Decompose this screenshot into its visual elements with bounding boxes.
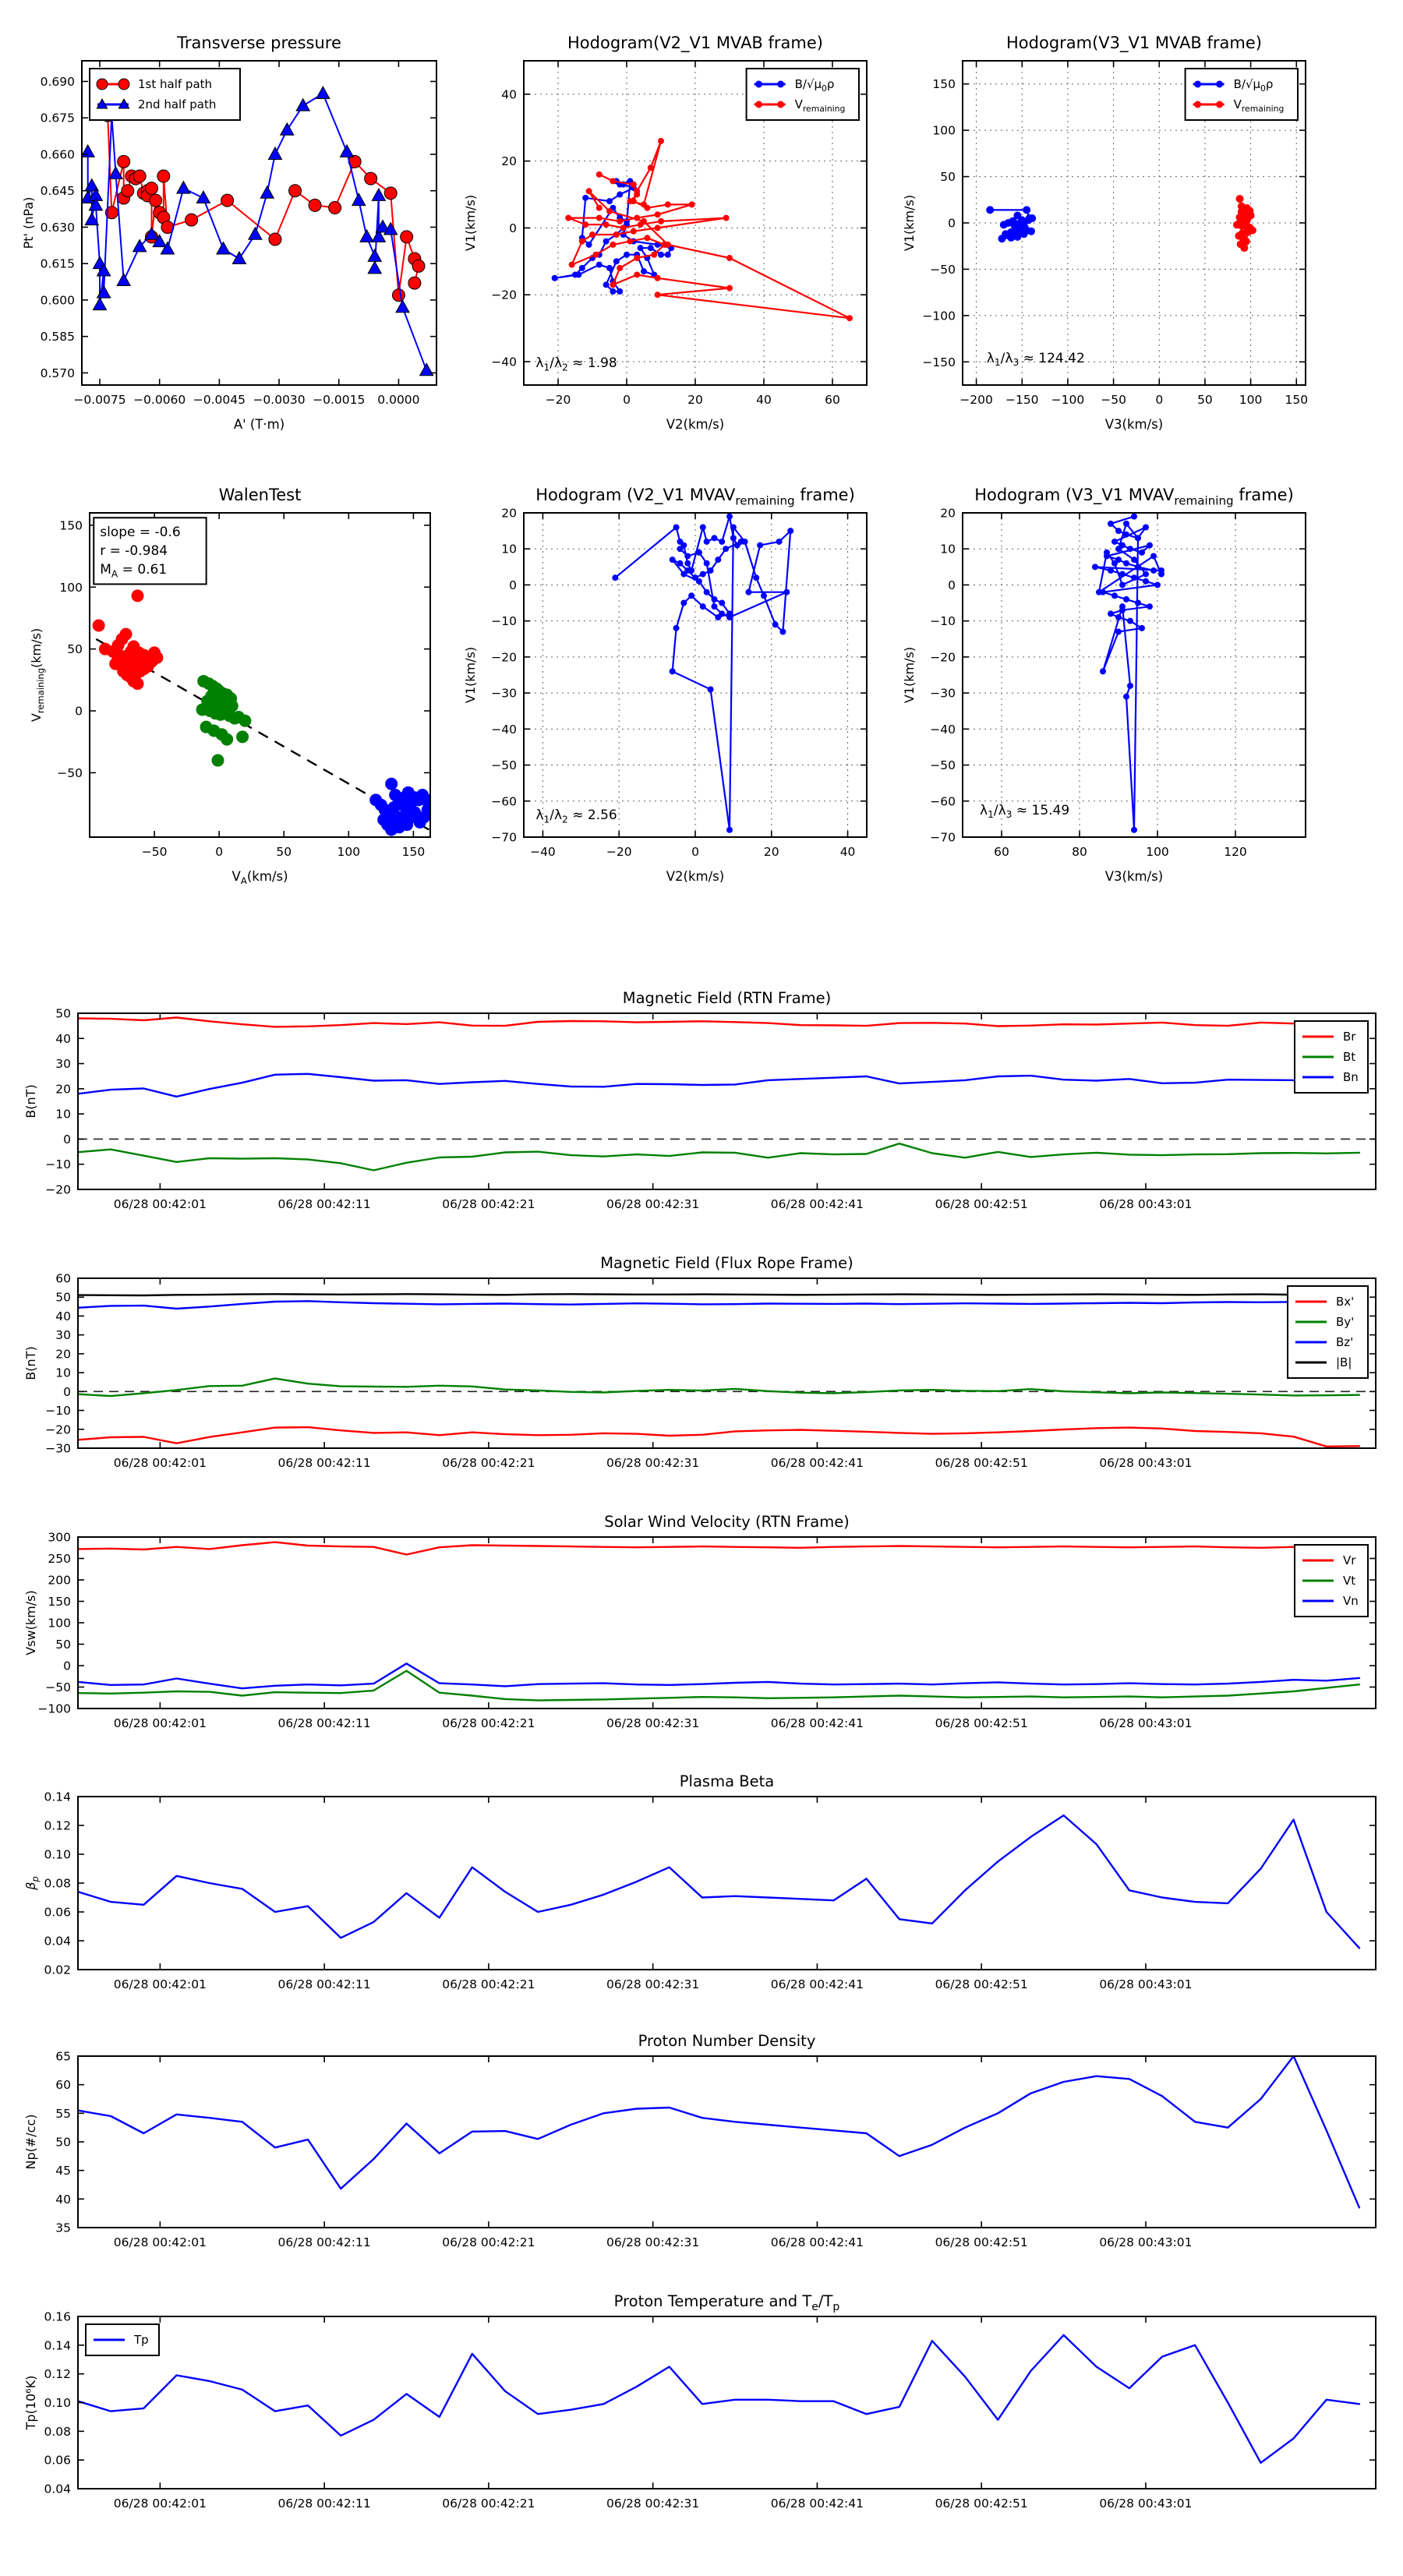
- x-tick-label: 50: [1197, 393, 1213, 407]
- y-axis-label: Tp(10⁶K): [23, 2375, 38, 2430]
- x-tick-label: 06/28 00:42:31: [606, 1197, 700, 1211]
- y-tick-label: 40: [501, 87, 517, 102]
- x-axis-label: V3(km/s): [1104, 869, 1164, 884]
- y-axis-label: B(nT): [23, 1346, 38, 1380]
- x-tick-label: 150: [1285, 393, 1309, 407]
- y-tick-label: 50: [67, 642, 83, 657]
- y-tick-label: 65: [55, 2049, 71, 2064]
- y-tick-label: 10: [55, 1107, 71, 1122]
- x-tick-label: 60: [994, 845, 1009, 859]
- y-tick-label: −10: [45, 1157, 71, 1172]
- y-tick-label: −20: [45, 1422, 71, 1437]
- x-tick-label: 06/28 00:42:51: [935, 2235, 1028, 2249]
- y-tick-label: 0.660: [40, 147, 75, 162]
- x-axis-label: V2(km/s): [666, 869, 725, 884]
- y-axis-label: $\beta_p$: [23, 1876, 41, 1890]
- x-tick-label: 06/28 00:42:21: [442, 1977, 535, 1991]
- x-tick-label: 0: [1155, 393, 1164, 407]
- y-tick-label: 40: [55, 1309, 71, 1323]
- y-axis-label: Pt' (nPa): [21, 196, 36, 249]
- y-tick-label: 60: [55, 1271, 71, 1286]
- y-tick-label: 0.08: [44, 2424, 71, 2439]
- x-tick-label: 150: [401, 845, 426, 859]
- legend-label: 2nd half path: [138, 97, 217, 111]
- annotation-text: $M_A = 0.61$: [100, 562, 168, 580]
- panel-solar-wind-velocity: [23, 1513, 1376, 1730]
- x-tick-label: 06/28 00:42:01: [113, 1456, 207, 1470]
- y-tick-label: 35: [55, 2221, 71, 2235]
- y-tick-label: −10: [45, 1404, 71, 1419]
- x-tick-label: 06/28 00:42:41: [770, 1977, 864, 1991]
- legend-label: $V_{remaining}$: [1233, 97, 1285, 114]
- x-tick-label: 06/28 00:42:21: [442, 2235, 535, 2249]
- y-tick-label: 0.16: [44, 2309, 71, 2324]
- y-tick-label: 150: [48, 1595, 71, 1609]
- legend-label: |B|: [1336, 1355, 1352, 1369]
- x-tick-label: 100: [1146, 845, 1169, 859]
- y-tick-label: −40: [930, 722, 956, 737]
- y-tick-label: −10: [491, 614, 517, 629]
- panel-title: Hodogram(V3_V1 MVAB frame): [1006, 34, 1262, 52]
- panel-title: Transverse pressure: [177, 34, 341, 52]
- y-tick-label: 100: [932, 123, 956, 138]
- y-axis-label: B(nT): [23, 1084, 38, 1118]
- legend-label: $B/√\mu_0\rho$: [794, 77, 835, 94]
- y-tick-label: −60: [930, 794, 956, 809]
- y-tick-label: 20: [55, 1082, 71, 1097]
- x-tick-label: 06/28 00:42:11: [277, 2496, 371, 2511]
- x-tick-label: 06/28 00:42:31: [606, 1716, 700, 1730]
- x-tick-label: 06/28 00:42:01: [113, 2235, 207, 2249]
- annotation-text: slope = -0.6: [100, 524, 181, 540]
- x-tick-label: 06/28 00:42:01: [113, 1977, 207, 1991]
- x-tick-label: 06/28 00:43:01: [1099, 1456, 1193, 1470]
- y-tick-label: −30: [930, 686, 956, 701]
- legend-label: Br: [1343, 1030, 1356, 1044]
- x-tick-label: 06/28 00:42:21: [442, 1197, 535, 1211]
- y-tick-label: −40: [491, 722, 517, 737]
- x-tick-label: 06/28 00:42:31: [606, 1456, 700, 1470]
- y-tick-label: 0: [63, 1659, 71, 1673]
- y-tick-label: 0: [948, 216, 956, 231]
- y-tick-label: 0.570: [40, 366, 75, 380]
- x-tick-label: −100: [1051, 393, 1085, 407]
- y-tick-label: 0.630: [40, 220, 75, 235]
- y-tick-label: 50: [55, 1290, 71, 1305]
- x-tick-label: 120: [1224, 845, 1247, 859]
- x-axis-label: A' (T·m): [233, 417, 285, 432]
- legend-label: Bn: [1343, 1070, 1359, 1084]
- panel-title: Solar Wind Velocity (RTN Frame): [604, 1513, 850, 1531]
- x-tick-label: 06/28 00:42:01: [113, 2496, 207, 2511]
- panel-title: Proton Temperature and $T_e/T_p$: [613, 2292, 840, 2313]
- legend-label: Vr: [1343, 1553, 1356, 1567]
- panel-transverse-pressure: [21, 34, 436, 432]
- y-tick-label: −30: [45, 1441, 71, 1456]
- y-tick-label: −40: [491, 355, 517, 369]
- x-tick-label: 06/28 00:42:51: [935, 1977, 1028, 1991]
- y-tick-label: 100: [59, 580, 83, 595]
- x-tick-label: 06/28 00:43:01: [1099, 2496, 1193, 2511]
- y-tick-label: −50: [45, 1680, 71, 1694]
- panel-proton-temperature: [23, 2292, 1376, 2511]
- x-tick-label: 50: [276, 845, 292, 859]
- legend-label: Vt: [1343, 1574, 1356, 1588]
- y-tick-label: 20: [501, 506, 517, 521]
- x-tick-label: −150: [1005, 393, 1039, 407]
- x-tick-label: −40: [530, 845, 556, 859]
- x-tick-label: 60: [825, 393, 840, 407]
- y-axis-label: V1(km/s): [902, 646, 917, 704]
- y-tick-label: −150: [922, 355, 956, 369]
- x-tick-label: −20: [606, 845, 632, 859]
- legend-label: By': [1336, 1315, 1355, 1329]
- x-tick-label: 06/28 00:42:11: [277, 1456, 371, 1470]
- panel-title: Proton Number Density: [638, 2032, 816, 2050]
- y-tick-label: 50: [940, 170, 956, 185]
- y-tick-label: 50: [55, 1638, 71, 1652]
- y-tick-label: 300: [48, 1530, 71, 1545]
- x-tick-label: 100: [1239, 393, 1263, 407]
- x-tick-label: 06/28 00:42:41: [770, 2496, 864, 2511]
- panel-magnetic-field-rtn: [23, 989, 1376, 1211]
- legend-label: 1st half path: [138, 77, 213, 91]
- y-axis-label: $V_{remaining}(km/s)$: [29, 627, 46, 723]
- y-tick-label: −30: [491, 686, 517, 701]
- legend-label: Bx': [1336, 1295, 1355, 1309]
- y-tick-label: −20: [491, 650, 517, 665]
- y-tick-label: −70: [930, 830, 956, 845]
- panel-plasma-beta: [23, 1772, 1376, 1991]
- x-tick-label: 06/28 00:42:21: [442, 1716, 535, 1730]
- y-tick-label: 0.600: [40, 293, 75, 308]
- y-tick-label: 0.14: [44, 1790, 71, 1804]
- x-tick-label: 06/28 00:42:51: [935, 1197, 1028, 1211]
- y-tick-label: 40: [55, 2192, 71, 2207]
- x-tick-label: 06/28 00:42:11: [277, 1197, 371, 1211]
- legend-label: Bz': [1336, 1335, 1354, 1349]
- x-axis-label: V2(km/s): [666, 417, 725, 432]
- x-tick-label: 06/28 00:42:51: [935, 2496, 1028, 2511]
- x-tick-label: 20: [687, 393, 703, 407]
- y-tick-label: 20: [55, 1347, 71, 1362]
- y-tick-label: −100: [922, 309, 956, 323]
- panel-walen-test: [29, 486, 434, 886]
- y-tick-label: −20: [491, 288, 517, 302]
- x-tick-label: 40: [756, 393, 772, 407]
- y-tick-label: 0.12: [44, 2367, 71, 2382]
- x-tick-label: 0: [623, 393, 631, 407]
- x-tick-label: −50: [141, 845, 168, 859]
- y-axis-label: V1(km/s): [463, 646, 478, 704]
- x-tick-label: 06/28 00:43:01: [1099, 1716, 1193, 1730]
- y-tick-label: 0: [75, 704, 83, 719]
- y-tick-label: 0.645: [40, 184, 75, 199]
- y-tick-label: 0.585: [40, 330, 75, 345]
- x-tick-label: 06/28 00:42:41: [770, 2235, 864, 2249]
- y-tick-label: 0.690: [40, 74, 75, 89]
- y-tick-label: 0.12: [44, 1818, 71, 1833]
- y-tick-label: 200: [48, 1573, 71, 1588]
- panel-title: WalenTest: [218, 486, 302, 504]
- x-tick-label: 20: [763, 845, 779, 859]
- y-tick-label: 150: [59, 518, 83, 533]
- panel-hodogram-v2v1-mvab: [463, 34, 867, 432]
- x-tick-label: 06/28 00:42:51: [935, 1456, 1028, 1470]
- panel-hodogram-v3v1-mvab: [902, 34, 1308, 432]
- y-tick-label: 20: [940, 506, 956, 521]
- y-tick-label: 100: [48, 1616, 71, 1631]
- x-tick-label: 06/28 00:42:41: [770, 1197, 864, 1211]
- x-tick-label: 06/28 00:42:21: [442, 2496, 535, 2511]
- x-tick-label: 06/28 00:43:01: [1099, 1197, 1193, 1211]
- annotation-text: $\lambda_1/\lambda_3 \approx 124.42$: [986, 350, 1085, 369]
- x-tick-label: 06/28 00:42:11: [277, 1716, 371, 1730]
- x-tick-label: 06/28 00:42:11: [277, 2235, 371, 2249]
- x-tick-label: 06/28 00:42:11: [277, 1977, 371, 1991]
- y-tick-label: 0: [509, 221, 517, 235]
- annotation-text: r = -0.984: [100, 543, 168, 560]
- x-tick-label: 0: [215, 845, 224, 859]
- y-tick-label: 0: [63, 1132, 71, 1147]
- x-tick-label: 0: [691, 845, 699, 859]
- y-tick-label: 0.02: [44, 1963, 71, 1977]
- y-tick-label: 30: [55, 1057, 71, 1072]
- y-tick-label: 40: [55, 1031, 71, 1046]
- x-tick-label: 06/28 00:42:51: [935, 1716, 1028, 1730]
- x-tick-label: −0.0075: [73, 393, 126, 407]
- x-tick-label: 0.0000: [377, 393, 420, 407]
- x-tick-label: 40: [839, 845, 856, 859]
- y-tick-label: −20: [930, 650, 956, 665]
- y-tick-label: 20: [501, 154, 517, 169]
- y-axis-label: V1(km/s): [902, 194, 917, 252]
- annotation-text: $\lambda_1/\lambda_2 \approx 2.56$: [535, 807, 617, 825]
- x-tick-label: −200: [959, 393, 993, 407]
- y-tick-label: −20: [45, 1182, 71, 1197]
- y-tick-label: −70: [491, 830, 517, 845]
- panel-title: Hodogram (V2_V1 $MVAV_{remaining}$ frame): [535, 486, 855, 508]
- y-tick-label: 0.10: [44, 1847, 71, 1862]
- legend-label: Bt: [1343, 1050, 1356, 1064]
- panel-hodogram-v2v1-mvav: [463, 486, 867, 884]
- y-tick-label: 0.06: [44, 1905, 71, 1920]
- y-tick-label: −100: [37, 1701, 71, 1716]
- y-tick-label: 250: [48, 1552, 71, 1566]
- y-tick-label: 0.04: [44, 2482, 71, 2496]
- x-tick-label: 06/28 00:43:01: [1099, 1977, 1193, 1991]
- y-tick-label: 0.08: [44, 1876, 71, 1891]
- x-tick-label: −0.0030: [253, 393, 306, 407]
- y-tick-label: 55: [55, 2106, 71, 2121]
- legend-label: $V_{remaining}$: [794, 97, 846, 114]
- y-tick-label: 0: [509, 578, 517, 592]
- legend-label: Vn: [1343, 1594, 1359, 1608]
- panel-title: Hodogram(V2_V1 MVAB frame): [567, 34, 823, 52]
- annotation-text: $\lambda_1/\lambda_2 \approx 1.98$: [535, 355, 617, 373]
- legend-label: Tp: [134, 2333, 149, 2347]
- panel-hodogram-v3v1-mvav: [902, 486, 1306, 884]
- y-axis-label: Np(#/cc): [23, 2114, 38, 2170]
- y-tick-label: 0: [948, 578, 956, 592]
- y-tick-label: 150: [932, 77, 956, 92]
- panel-title: Hodogram (V3_V1 $MVAV_{remaining}$ frame): [974, 486, 1294, 508]
- annotation-text: $\lambda_1/\lambda_3 \approx 15.49$: [980, 802, 1070, 821]
- x-tick-label: 06/28 00:42:31: [606, 1977, 700, 1991]
- y-tick-label: 50: [55, 1006, 71, 1021]
- panel-title: Magnetic Field (Flux Rope Frame): [600, 1254, 853, 1272]
- y-axis-label: Vsw(km/s): [23, 1590, 38, 1655]
- y-tick-label: 45: [55, 2164, 71, 2178]
- y-tick-label: 0.06: [44, 2453, 71, 2468]
- x-tick-label: 06/28 00:42:41: [770, 1456, 864, 1470]
- panel-title: Magnetic Field (RTN Frame): [622, 989, 832, 1007]
- x-tick-label: 100: [337, 845, 361, 859]
- y-tick-label: 0.04: [44, 1934, 71, 1949]
- x-axis-label: V3(km/s): [1104, 417, 1164, 432]
- legend-label: $B/√\mu_0\rho$: [1233, 77, 1274, 94]
- x-tick-label: 06/28 00:43:01: [1099, 2235, 1193, 2249]
- x-tick-label: −20: [545, 393, 571, 407]
- y-tick-label: −60: [491, 794, 517, 809]
- y-tick-label: 0.615: [40, 256, 75, 271]
- y-axis-label: V1(km/s): [463, 194, 478, 252]
- y-tick-label: 0.675: [40, 111, 75, 125]
- x-tick-label: 80: [1072, 845, 1087, 859]
- x-tick-label: 06/28 00:42:01: [113, 1197, 207, 1211]
- x-axis-label: $V_A(km/s)$: [231, 869, 288, 887]
- y-tick-label: 0.14: [44, 2338, 71, 2353]
- x-tick-label: −0.0045: [193, 393, 246, 407]
- y-tick-label: 10: [940, 542, 956, 557]
- x-tick-label: −0.0060: [133, 393, 186, 407]
- x-tick-label: 06/28 00:42:01: [113, 1716, 207, 1730]
- x-tick-label: −0.0015: [313, 393, 366, 407]
- y-tick-label: 10: [501, 542, 517, 557]
- panel-proton-number-density: [23, 2032, 1376, 2249]
- y-tick-label: 10: [55, 1366, 71, 1380]
- y-tick-label: 30: [55, 1328, 71, 1343]
- y-tick-label: 50: [55, 2135, 71, 2150]
- panel-title: Plasma Beta: [679, 1772, 775, 1790]
- y-tick-label: −50: [57, 765, 83, 780]
- x-tick-label: −50: [1101, 393, 1126, 407]
- x-tick-label: 06/28 00:42:31: [606, 2496, 700, 2511]
- x-tick-label: 06/28 00:42:21: [442, 1456, 535, 1470]
- x-tick-label: 06/28 00:42:41: [770, 1716, 864, 1730]
- panel-magnetic-field-flux-rope: [23, 1254, 1376, 1470]
- y-tick-label: −10: [930, 614, 956, 629]
- y-tick-label: −50: [930, 758, 956, 773]
- y-tick-label: −50: [930, 262, 956, 277]
- y-tick-label: 0.10: [44, 2396, 71, 2410]
- x-tick-label: 06/28 00:42:31: [606, 2235, 700, 2249]
- y-tick-label: 60: [55, 2078, 71, 2093]
- y-tick-label: 0: [63, 1384, 71, 1399]
- y-tick-label: −50: [491, 758, 517, 773]
